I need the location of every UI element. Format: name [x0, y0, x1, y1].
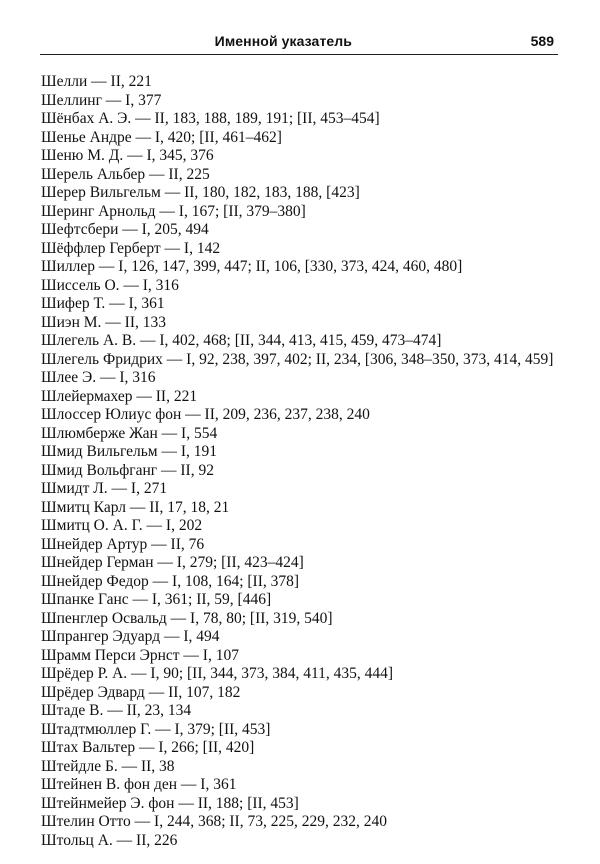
index-entry: Штаде В. — II, 23, 134	[41, 702, 192, 719]
index-entry: Шелли — II, 221	[41, 73, 152, 90]
index-entry: Штейнен В. фон ден — I, 361	[41, 776, 237, 793]
index-entry: Шенье Андре — I, 420; [II, 461–462]	[41, 128, 282, 146]
index-entry: Шёнбах А. Э. — II, 183, 188, 189, 191; [II, 453–454]	[41, 110, 380, 127]
index-entry: Шлегель А. В. — I, 402, 468; [II, 344, 413, 415, 459, 473–474]	[41, 332, 442, 349]
index-entry: Шиэн М. — II, 133	[41, 313, 166, 331]
index-entry: Шифер Т. — I, 361	[41, 295, 165, 312]
index-entry: Шмид Вильгельм — I, 191	[41, 443, 217, 460]
index-entry: Штелин Отто — I, 244, 368; II, 73, 225, 229, 232, 240	[41, 813, 387, 830]
index-entry: Шиссель О. — I, 316	[41, 276, 179, 294]
index-entry: Шлегель Фридрих — I, 92, 238, 397, 402; II, 234, [306, 348–350, 373, 414, 459]	[41, 350, 554, 368]
name-index-list	[41, 73, 553, 850]
index-entry: Штольц А. — II, 226	[41, 831, 178, 849]
index-entry: Шпанке Ганс — I, 361; II, 59, [446]	[41, 591, 272, 608]
index-entry: Шмидт Л. — I, 271	[41, 480, 168, 497]
page-number: 589	[530, 33, 554, 49]
index-entry: Шнейдер Федор — I, 108, 164; [II, 378]	[41, 572, 300, 590]
index-entry: Шрёдер Р. А. — I, 90; [II, 344, 373, 384, 411, 435, 444]	[41, 665, 394, 682]
index-entry: Штах Вальтер — I, 266; [II, 420]	[41, 739, 255, 756]
index-entry: Шрамм Перси Эрнст — I, 107	[41, 646, 239, 664]
index-entry: Шеню М. Д. — I, 345, 376	[41, 147, 214, 164]
index-entry: Шнейдер Артур — II, 76	[41, 535, 205, 553]
index-entry: Шмид Вольфганг — II, 92	[41, 461, 214, 479]
index-entry: Шрёдер Эдвард — II, 107, 182	[41, 683, 241, 701]
running-header-title: Именной указатель	[214, 33, 352, 49]
index-entry: Шёффлер Герберт — I, 142	[41, 239, 221, 257]
index-entry: Шлюмберже Жан — I, 554	[41, 424, 218, 442]
index-entry: Шмитц Карл — II, 17, 18, 21	[41, 498, 230, 516]
index-entry: Штадтмюллер Г. — I, 379; [II, 453]	[41, 720, 271, 738]
index-entry: Шпенглер Освальд — I, 78, 80; [II, 319, 540]	[41, 609, 333, 627]
index-entry: Штейнмейер Э. фон — II, 188; [II, 453]	[41, 794, 299, 812]
index-entry: Шмитц О. А. Г. — I, 202	[41, 517, 203, 534]
index-entry: Шеринг Арнольд — I, 167; [II, 379–380]	[41, 202, 306, 220]
index-entry: Шеллинг — I, 377	[41, 91, 162, 109]
index-entry: Шнейдер Герман — I, 279; [II, 423–424]	[41, 554, 304, 571]
index-entry: Шлоссер Юлиус фон — II, 209, 236, 237, 238, 240	[41, 406, 370, 423]
index-entry: Штейдле Б. — II, 38	[41, 757, 175, 775]
index-entry: Шлее Э. — I, 316	[41, 369, 156, 386]
index-entry: Шефтсбери — I, 205, 494	[41, 221, 209, 238]
index-entry: Шпрангер Эдуард — I, 494	[41, 628, 220, 645]
index-entry: Шиллер — I, 126, 147, 399, 447; II, 106, [330, 373, 424, 460, 480]	[41, 258, 463, 275]
index-entry: Шерель Альбер — II, 225	[41, 165, 210, 183]
index-entry: Шлейермахер — II, 221	[41, 387, 198, 405]
running-header	[40, 30, 558, 55]
index-entry: Шерер Вильгельм — II, 180, 182, 183, 188, [423]	[41, 184, 360, 201]
